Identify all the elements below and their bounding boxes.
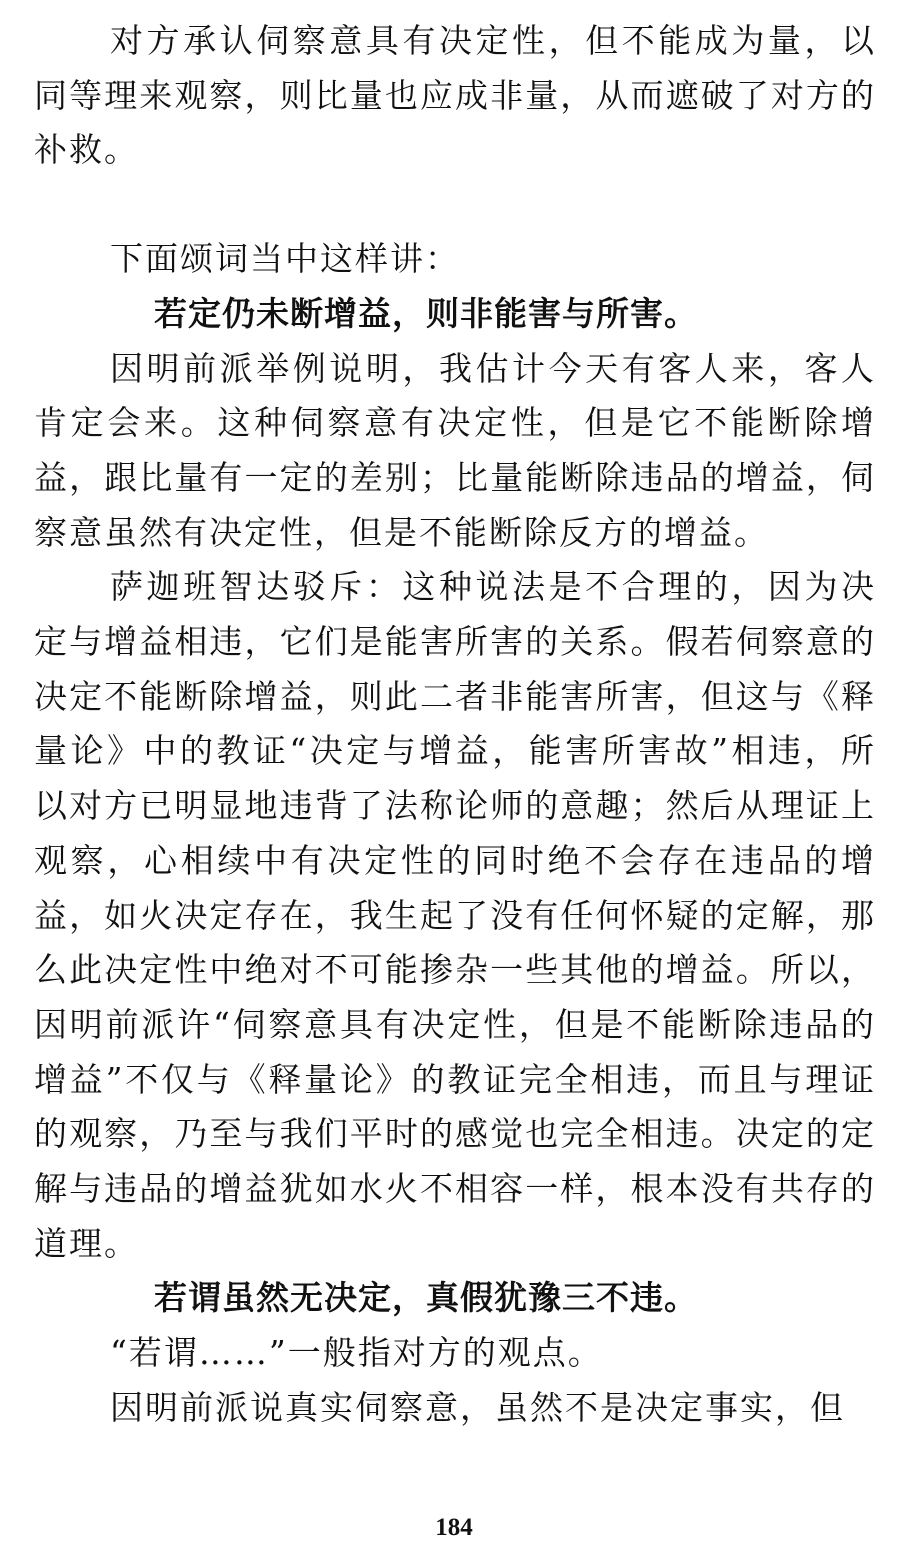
page-number: 184 [435, 1514, 473, 1541]
paragraph-rebuttal: 对方承认伺察意具有决定性，但不能成为量，以同等理来观察，则比量也应成非量，从而遮破了对方的补救。 [34, 21, 876, 170]
paragraph-opponent-note: “若谓……”一般指对方的观点。 [110, 1333, 603, 1373]
verse-line-1: 若定仍未断增益，则非能害与所害。 [154, 293, 698, 333]
page-body [34, 14, 876, 1436]
verse-line-2: 若谓虽然无决定，真假犹豫三不违。 [154, 1278, 698, 1318]
paragraph-verse-intro: 下面颂词当中这样讲： [110, 239, 460, 279]
paragraph-refutation: 萨迦班智达驳斥：这种说法是不合理的，因为决定与增益相违，它们是能害所害的关系。假若伺察意的决定不能断除增益，则此二者非能害所害，但这与《释量论》中的教证“决定与增益，能害所害故”相违，所以对方已明显地违背了法称论师的意趣；然后从理证上观察，心相续中有决定性的同时绝不会存在违品的增益，如火决定存在，我生起了没有任何怀疑的定解，那么此决定性中绝对不可能掺杂一些其他的增益。所以，因明前派许“伺察意具有决定性，但是不能断除违品的增益”不仅与《释量论》的教证完全相违，而且与理证的观察，乃至与我们平时的感觉也完全相违。决定的定解与违品的增益犹如水火不相容一样，根本没有共存的道理。 [34, 567, 876, 1263]
paragraph-continuation: 因明前派说真实伺察意，虽然不是决定事实，但 [110, 1387, 845, 1427]
paragraph-example: 因明前派举例说明，我估计今天有客人来，客人肯定会来。这种伺察意有决定性，但是它不能断除增益，跟比量有一定的差别；比量能断除违品的增益，伺察意虽然有决定性，但是不能断除反方的增益。 [34, 348, 876, 552]
